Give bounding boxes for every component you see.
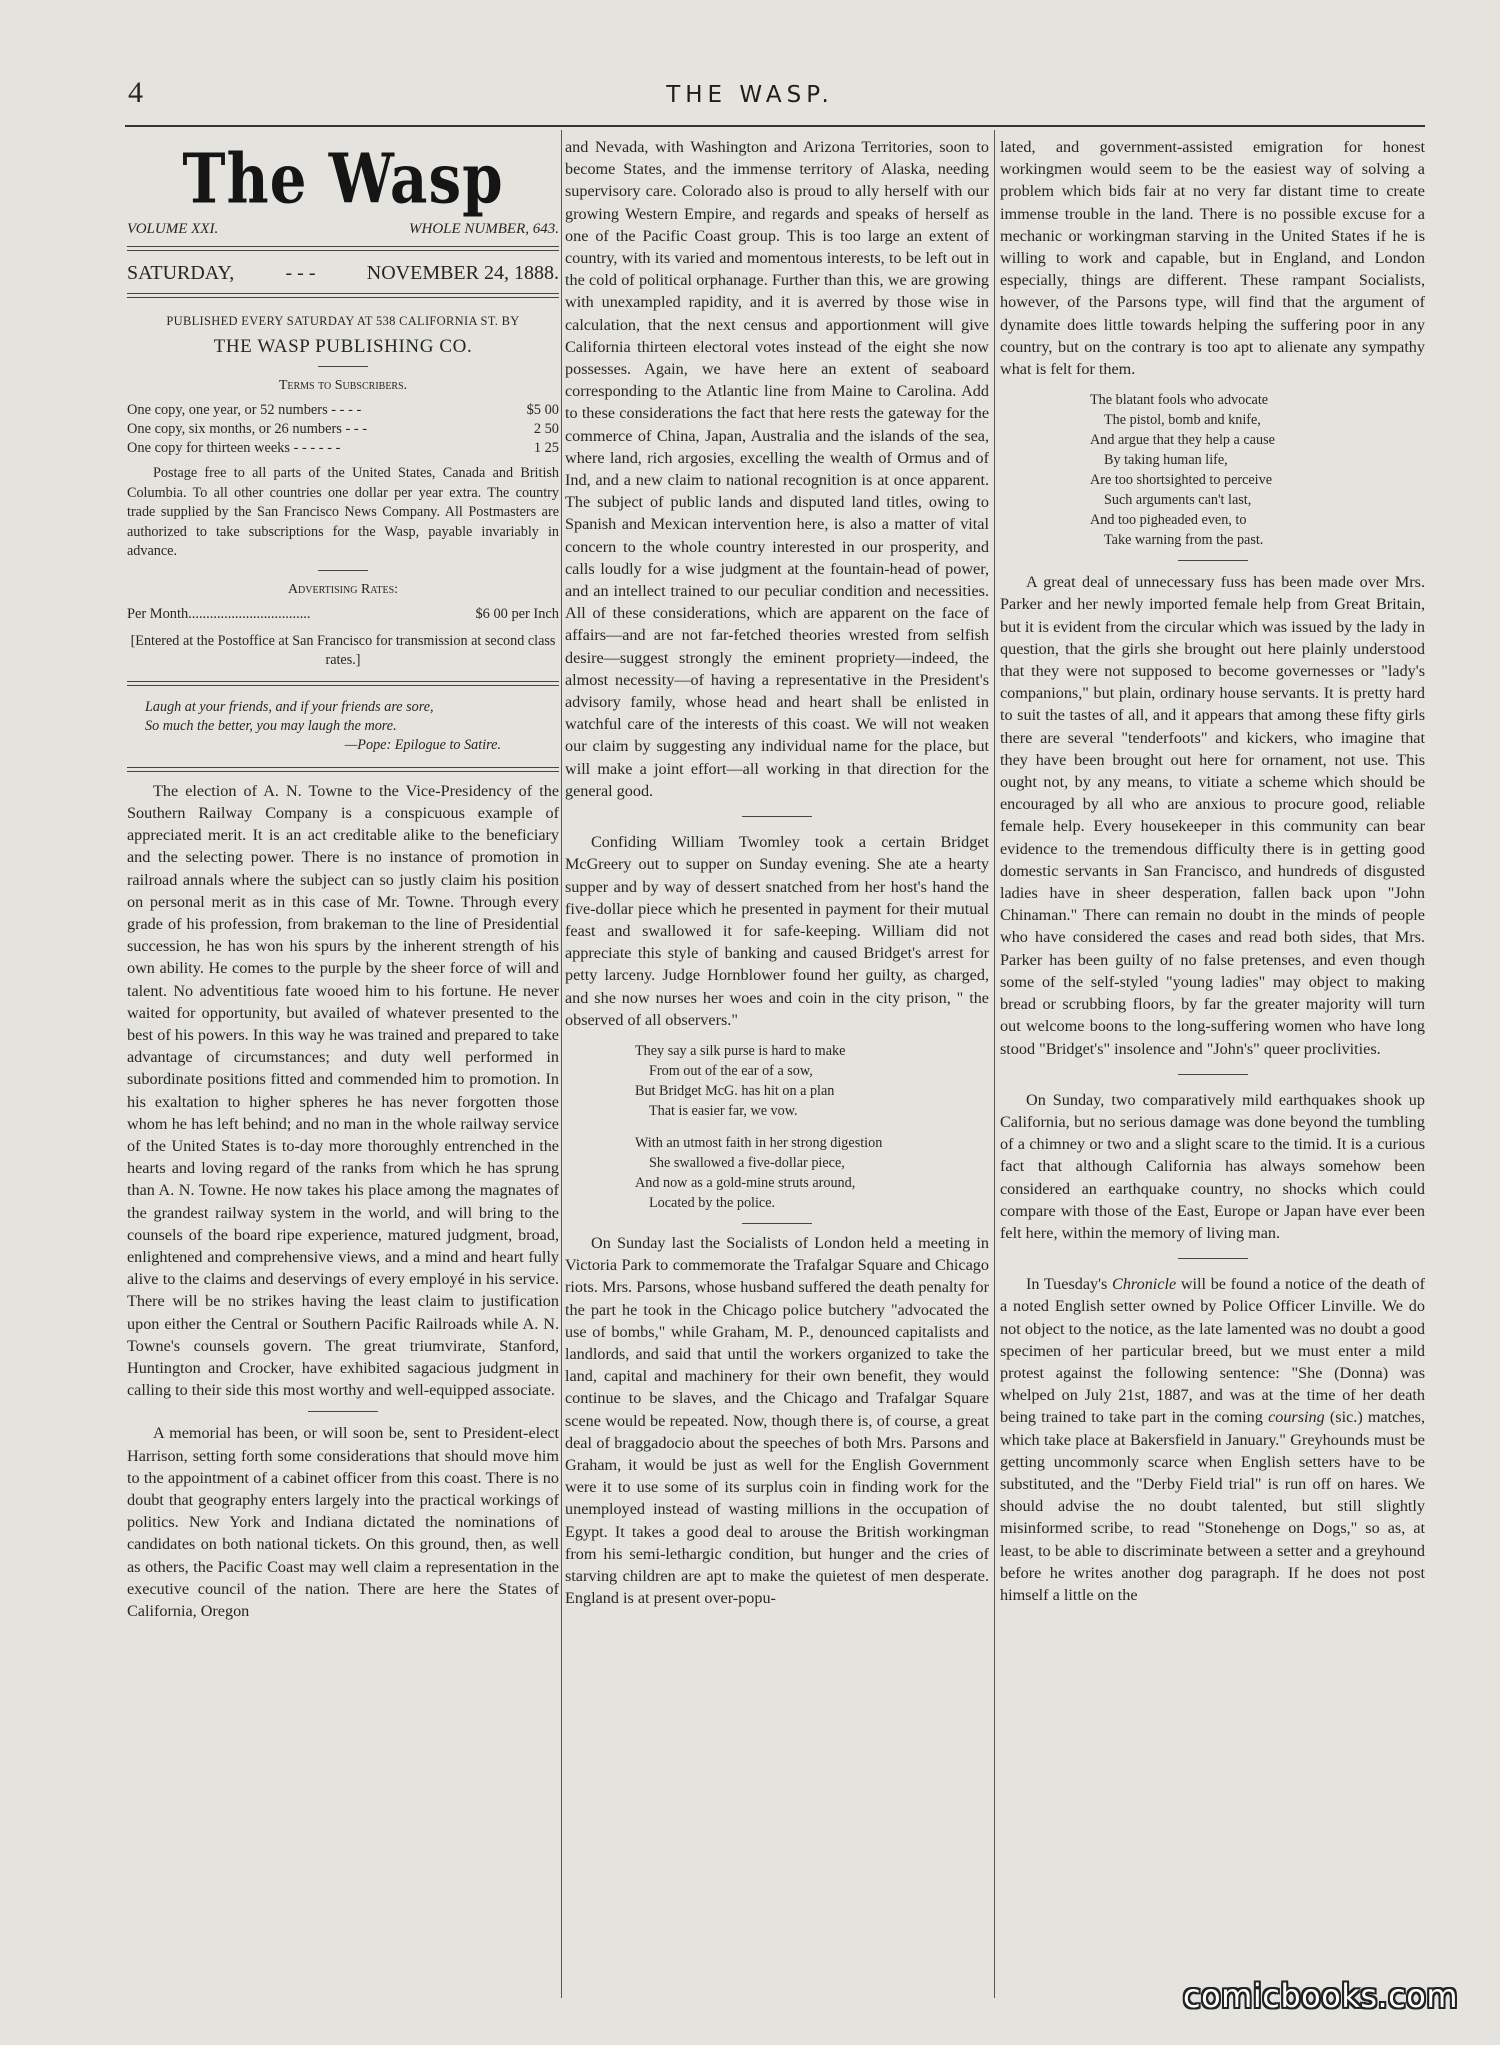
verse-line: And argue that they help a cause [1090,432,1275,449]
section-rule [742,816,812,817]
publisher-name: THE WASP PUBLISHING CO. [213,335,473,357]
column-divider-2 [994,130,995,1998]
running-head: THE WASP. [666,82,834,108]
article-socialists-continued: lated, and government-assisted emigration for honest workingmen would seem to be the easiest way of solving a problem which bids fair at no very far distant time to create immense trouble in the land. There is no possible excuse for a mechanic or workingman starving in the United States if he is willing to work and capable, but in England, and London especially, things are different. These rampant Socialists, however, of the Parsons type, will find that the argument of dynamite does little towards helping the suffering poor in any country, but on the contrary is too apt to alienate any sympathy what is felt for them. [1000,138,1425,379]
terms-row [127,439,559,458]
watermark-logo: comicbooks.com [1182,1977,1458,2015]
masthead-title: The Wasp [182,138,504,220]
double-rule [127,293,559,298]
short-rule [318,366,368,367]
date-line [127,262,559,284]
verse-line: That is easier far, we vow. [649,1102,798,1119]
column-2 [565,136,989,1609]
postage-note: Postage free to all parts of the United States, Canada and British Columbia. To all other countries one dollar per year extra. The country trade supplied by the San Francisco News Company. All Postmasters are authorized to take subscriptions for the Wasp, payable invariably in advance. [127,465,559,560]
advertising-row [127,605,559,624]
verse-line: Take warning from the past. [1104,532,1264,549]
article-memorial: A memorial has been, or will soon be, sent to President-elect Harrison, setting forth some considerations that should move him to the appointment of a cabinet officer from this coast. There is no doubt that geography enters largely into the practical workings of politics. New York and Indiana dictated the nominations of candidates on both national tickets. On this ground, then, as well as others, the Pacific Coast may well claim a representation in the executive council of the nation. There are here the States of California, Oregon [127,1424,559,1621]
verse-line: They say a silk purse is hard to make [635,1042,846,1059]
whole-number-label: WHOLE NUMBER, 643. [409,221,559,237]
verse-line: And now as a gold-mine struts around, [635,1174,856,1191]
volume-row [127,218,559,240]
verse-line: And too pigheaded even, to [1090,512,1247,529]
verse-line: But Bridget McG. has hit on a plan [635,1082,835,1099]
terms-heading: Terms to Subscribers. [278,377,408,393]
terms-label: One copy for thirteen weeks - - - - - - [127,440,341,457]
terms-row [127,420,559,439]
setter-text: (sic.) matches, which take place at Bakersfield in January." Greyhounds must be getting uncommonly scarce when English setters have to be substituted, and the "Derby Field trial" is run off on hares. We should advise the no doubt talented, but still slightly misinformed scribe, to read "Stonehenge on Dogs," so as, at least, to be able to discriminate between a setter and a greyhound before he writes another dog paragraph. If he does not post himself a little on the [1000,1408,1425,1604]
header-rule [125,125,1425,127]
article-earthquakes: On Sunday, two comparatively mild earthquakes shook up California, but no serious damage was done beyond the tumbling of a chimney or two and a slight scare to the timid. It is a curious fact that although California has always somehow been considered an earthquake country, no shocks which could compare with those of the East, Europe or Japan have ever been felt here, within the memory of living man. [1000,1090,1425,1242]
issue-date: NOVEMBER 24, 1888. [366,262,559,285]
section-rule [308,1411,378,1412]
advertising-heading: Advertising Rates: [287,581,399,597]
double-rule [127,767,559,772]
section-rule [1178,560,1248,561]
section-rule [1178,1074,1248,1075]
article-setter [1000,1273,1425,1606]
verse-line: She swallowed a five-dollar piece, [649,1154,845,1171]
setter-text: In Tuesday's [1026,1275,1113,1294]
verse-line: The blatant fools who advocate [1090,392,1269,409]
motto [145,698,559,755]
motto-line: Laugh at your friends, and if your friends are sore, [145,698,434,715]
motto-attribution: —Pope: Epilogue to Satire. [344,736,501,753]
double-rule [127,681,559,686]
terms-label: One copy, one year, or 52 numbers - - - - [127,402,362,419]
date-day: SATURDAY, [127,262,235,285]
article-parker: A great deal of unnecessary fuss has been made over Mrs. Parker and her newly imported female help from Great Britain, but it is evident from the circular which was issued by the lady in question, that the girls she brought out here plainly understood that they were not supposed to become governesses or "lady's companions," but plain, ordinary house servants. It is pretty hard to suit the tastes of all, and it appears that among these fifty girls there are several "tenderfoots" and kickers, who imagine that they have been brought out here for ornament, not use. This ought not, by any means, to vitiate a scheme which should be encouraged by all who are anxious to procure good, reliable female help. Every housekeeper in this community can bear evidence to the tremendous difficulty there is in getting good domestic servants in San Francisco, and hundreds of disgusted ladies have in sheer desperation, fallen back upon "John Chinaman." There can remain no doubt in the minds of people who have considered the cases and read both sides, that Mrs. Parker has been guilty of no false pretenses, and even though some of the self-styled "young ladies" may object to making bread or scrubbing floors, by far the greater majority will turn out welcome boons to the long-suffering women who have long stood "Bridget's" insolence and "John's" queer proclivities. [1000,573,1425,1058]
terms-price: $5 00 [526,402,559,419]
verse-line: Located by the police. [649,1194,776,1211]
terms-price: 1 25 [533,440,559,457]
article-memorial-continued: and Nevada, with Washington and Arizona Territories, soon to become States, and the immense territory of Alaska, needing supervisory care. Colorado also is proud to ally herself with our growing Western Empire, and regards and speaks of herself as one of the Pacific Coast group. This is too large an extent of country, with its varied and momentous interests, to be left out in the cold of political orphanage. Further than this, we are growing with unexampled rapidity, and it is averred by those wise in calculation, that the next census and apportionment will give California thirteen electoral votes instead of the eight she now possesses. Again, we have here an extent of seaboard corresponding to the Atlantic line from Maine to Carolina. Add to these considerations the fact that here rests the gateway for the commerce of China, Japan, Australia and the islands of the sea, where land, rich argosies, excelling the wealth of Ormus and of Ind, and a new claim to national recognition is at once apparent. The subject of public lands and disputed land titles, owing to Spanish and Mexican intervention here, is also a matter of vital concern to the whole country interested in our prosperity, and calls loudly for a wise judgment at the fountain-head of power, and an intellect trained to our peculiar condition and necessities. All of these considerations, which are apparent on the face of affairs—and are not far-fetched theories wrested from selfish desire—suggest strongly the eminent propriety—indeed, the almost necessity—of having a representative in the President's advisory family, whose head and heart shall be enlisted in watchful care of the interests of this coast. We will not weaken our claim by suggesting any individual name for the place, but will make a joint effort—all working in that direction for the general good. [565,138,989,800]
verse-line: The pistol, bomb and knife, [1104,412,1261,429]
page-number: 4 [128,76,143,109]
verse-bridget [635,1041,989,1213]
section-rule [1178,1258,1248,1259]
column-divider-1 [561,130,562,1998]
volume-label: VOLUME XXI. [127,221,219,237]
verse-line: Are too shortsighted to perceive [1090,472,1273,489]
verse-line: By taking human life, [1104,452,1228,469]
verse-line: From out of the ear of a sow, [649,1062,813,1079]
verse-line: With an utmost faith in her strong digestion [635,1134,883,1151]
terms-row [127,401,559,420]
article-twomley: Confiding William Twomley took a certain Bridget McGreery out to supper on Sunday evening. She ate a hearty supper and by way of dessert snatched from her host's hand the five-dollar piece which he presented in payment for their mutual feast and swallowed it for safe-keeping. William did not appreciate this style of banking and caused Bridget's arrest for petty larceny. Judge Hornblower found her guilty, as charged, and she now nurses her woes and coin in the city prison, " the observed of all observers." [565,833,989,1029]
article-towne: The election of A. N. Towne to the Vice-Presidency of the Southern Railway Company is a conspicuous example of appreciated merit. It is an act creditable alike to the beneficiary and the selecting power. There is no instance of promotion in railroad annals where the subject can so justly claim his position on personal merit as in this case of Mr. Towne. Through every grade of his profession, from brakeman to the line of Presidential succession, he has won his spurs by the inherent strength of his own ability. He comes to the purple by the sheer force of will and talent. No adventitious fate wooed him to his fortune. He never waited for opportunity, but availed of whatever presented to the best of his powers. In this way he was trained and prepared to take advantage of circumstances; and duty well performed in subordinate positions fitted and commended him to promotion. In his exaltation to higher spheres he has never forgotten those whom he has left behind; and no man in the whole railway service of the United States is to-day more thoroughly entrenched in the hearts and loving regard of the ranks from which he has sprung than A. N. Towne. He now takes his place among the magnates of the grandest railway system in the world, and will bring to the counsels of the board ripe experience, matured judgment, broad, enlightened and comprehensive views, and a mind and heart fully alive to the claims and deservings of every employé in his service. There will be no strikes having the least claim to justification upon either the Central or Southern Pacific Railroads while A. N. Towne's counsels govern. The great triumvirate, Stanford, Huntington and Crocker, have exhibited sagacious judgment in calling to their side this most worthy and well-equipped associate. [127,781,559,1400]
verse-dynamite [1090,390,1425,550]
verse-line: Such arguments can't last, [1104,492,1252,509]
column-1 [127,138,559,1622]
double-rule [127,246,559,251]
published-line: PUBLISHED EVERY SATURDAY AT 538 CALIFORNIA ST. BY [166,314,520,329]
date-dashes: - - - [285,262,316,285]
terms-label: One copy, six months, or 26 numbers - - - [127,421,368,438]
column-3 [1000,136,1425,1606]
section-rule [742,1223,812,1224]
setter-coursing: coursing [1268,1408,1325,1427]
advertising-rate: $6 00 per Inch [475,605,559,622]
advertising-label: Per Month.................................. [127,605,311,622]
article-socialists: On Sunday last the Socialists of London held a meeting in Victoria Park to commemorate the Trafalgar Square and Chicago riots. Mrs. Parsons, whose husband suffered the death penalty for the part he took in the Chicago police butchery "advocated the use of bombs," while Graham, M. P., denounced capitalists and landlords, and said that until the workers organized to take the land, capital and machinery for their own benefit, they would continue to be slaves, and the Chicago and Trafalgar Square scene would be repeated. Now, though there is, of course, a great deal of braggadocio about the speeches of both Mrs. Parsons and Graham, it would be just as well for the English Government were it to use some of its surplus coin in finding work for the unemployed instead of wasting millions in the occupation of Egypt. It takes a good deal to arouse the British workingman from his semi-lethargic condition, but hunger and the cries of starving children are apt to make the quietest of men desperate. England is at present over-popu- [565,1233,989,1608]
short-rule [318,570,368,571]
terms-price: 2 50 [533,421,559,438]
entered-note: [Entered at the Postoffice at San Francisco for transmission at second class rates.] [130,632,556,669]
setter-chronicle: Chronicle [1112,1275,1177,1294]
setter-text: will be found a notice of the death of a noted English setter owned by Police Officer Linville. We do not object to the notice, as the late lamented was no doubt a good specimen of her particular breed, but we must enter a mild protest against the following sentence: "She (Donna) was whelped on July 21st, 1887, and was at the time of her death being trained to take part in the coming [1000,1275,1425,1427]
motto-line: So much the better, you may laugh the more. [145,717,397,734]
